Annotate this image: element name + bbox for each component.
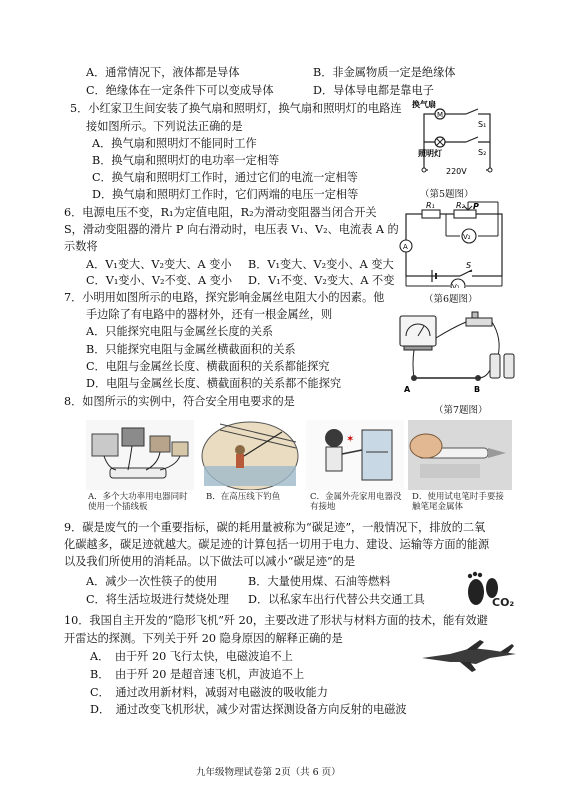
q7-option-a: A．只能探究电阻与金属丝长度的关系	[86, 325, 274, 338]
q10-option-d: D． 通过改变飞机形状，减少对雷达探测设备方向反射的电磁波	[90, 703, 407, 716]
q6-fig-r2-label: R₂	[456, 201, 465, 210]
q8-photo-d-caption: D．使用试电笔时手要接触笔尾金属体	[412, 492, 504, 512]
q4-option-b: B．非金属物质一定是绝缘体	[313, 66, 456, 79]
q6-fig-v2-label: V₂	[463, 233, 471, 241]
q6-option-d: D．V₁不变、V₂变大、A 不变	[248, 274, 395, 287]
appliance-no-ground-illustration	[306, 420, 404, 490]
q7-fig-b-label: B	[474, 385, 481, 394]
q6-stem-line1: 6．电源电压不变，R₁为定值电阻，R₂为滑动变阻器当闭合开关	[64, 206, 377, 219]
q5-fig-s1-label: S₁	[478, 120, 487, 129]
q7-stem-line2: 手边除了有电路中的器材外，还有一根金属丝，则	[86, 308, 333, 321]
q4-option-d: D．导体导电都是靠电子	[313, 84, 434, 97]
q6-fig-a-label: A	[403, 243, 408, 251]
q8-photo-c	[306, 420, 404, 518]
j20-jet-image	[420, 638, 520, 674]
q6-option-b: B．V₁变大、V₂变小、A 变大	[248, 258, 394, 271]
q5-option-c: C．换气扇和照明灯工作时，通过它们的电流一定相等	[92, 171, 358, 184]
q9-option-b: B．大量使用煤、石油等燃料	[248, 575, 391, 588]
q7-option-b: B．只能探究电阻与金属丝横截面积的关系	[86, 343, 296, 356]
q4-option-c: C．绝缘体在一定条件下可以变成导体	[86, 84, 274, 97]
q9-stem-line3: 以及我们所使用的消耗品。以下做法可以减小“碳足迹”的是	[64, 555, 356, 568]
q9-option-c: C．将生活垃圾进行焚烧处理	[86, 593, 229, 606]
page-footer: 九年级物理试卷第 2页（共 6 页）	[196, 767, 341, 778]
q9-option-a: A．减少一次性筷子的使用	[86, 575, 218, 588]
carbon-footprint-logo	[462, 570, 516, 610]
q9-stem-line1: 9．碳是废气的一个重要指标，碳的耗用量被称为“碳足迹”，一般情况下，排放的二氧	[64, 521, 486, 534]
q10-option-b: B． 由于歼 20 是超音速飞机，声波追不上	[90, 668, 305, 681]
q8-photo-b-caption: B．在高压线下钓鱼	[206, 492, 281, 502]
q7-option-c: C．电阻与金属丝长度、横截面积的关系都能探究	[86, 360, 330, 373]
q8-photo-c-caption: C．金属外壳家用电器没有接地	[310, 492, 402, 512]
q7-stem-line1: 7．小明用如图所示的电路，探究影响金属丝电阻大小的因素。他	[64, 291, 385, 304]
q8-photo-a-caption: A．多个大功率用电器同时使用一个插线板	[88, 492, 188, 512]
q7-fig-a-label: A	[404, 385, 411, 394]
q6-option-a: A．V₁变大、V₂变大、A 变小	[86, 258, 232, 271]
q9-option-d: D．以私家车出行代替公共交通工具	[248, 593, 425, 606]
q9-stem-line2: 化碳越多，碳足迹就越大。碳足迹的计算包括一切用于电力、建设、运输等方面的能源	[64, 538, 490, 551]
q5-stem-line2: 接如图所示。下列说法正确的是	[86, 120, 243, 133]
q5-option-b: B．换气扇和照明灯的电功率一定相等	[92, 154, 280, 167]
q7-apparatus-figure	[394, 308, 522, 398]
q4-option-a: A．通常情况下，液体都是导体	[86, 66, 240, 79]
q6-fig-p-label: P	[473, 202, 479, 211]
q6-fig-s-label: S	[466, 261, 472, 270]
q6-stem-line2: S，滑动变阻器的滑片 P 向右滑动时，电压表 V₁、V₂、电流表 A 的	[64, 223, 399, 236]
q5-option-d: D．换气扇和照明灯工作时，它们两端的电压一定相等	[92, 188, 359, 201]
q6-option-c: C．V₁变小、V₂不变、A 变小	[86, 274, 233, 287]
q6-stem-line3: 示数将	[64, 240, 98, 253]
co2-logo-text: CO₂	[492, 596, 515, 609]
q8-photo-a	[86, 420, 194, 518]
q8-stem: 8．如图所示的实例中，符合安全用电要求的是	[64, 395, 295, 408]
q6-fig-v1-label: V₁	[452, 283, 460, 288]
q5-figure-caption: （第5题图）	[420, 189, 474, 200]
q5-fig-lamp-label: 照明灯	[418, 149, 442, 158]
fishing-illustration	[200, 420, 300, 490]
q10-stem-line1: 10．我国自主开发的“隐形飞机”歼 20，主要改进了形状与材料方面的技术，能有效避	[64, 614, 488, 627]
q8-photo-d	[408, 420, 512, 518]
q5-fig-fan-label: 换气扇	[412, 100, 436, 109]
q6-figure-caption: （第6题图）	[424, 294, 478, 305]
q5-option-a: A．换气扇和照明灯不能同时工作	[92, 137, 257, 150]
svg-text:M: M	[437, 111, 444, 119]
q5-stem-line1: 5．小红家卫生间安装了换气扇和照明灯，换气扇和照明灯的电路连	[70, 102, 402, 115]
q10-option-a: A． 由于歼 20 飞行太快，电磁波追不上	[90, 650, 293, 663]
q10-option-c: C． 通过改用新材料，减弱对电磁波的吸收能力	[90, 686, 328, 699]
q5-fig-s2-label: S₂	[478, 148, 487, 157]
q7-figure-caption: （第7题图）	[434, 405, 488, 416]
q5-circuit-figure	[408, 98, 508, 186]
q6-circuit-figure	[398, 200, 510, 288]
q10-stem-line2: 开雷达的探测。下列关于歼 20 隐身原因的解释正确的是	[64, 632, 343, 645]
q8-photo-b	[200, 420, 300, 518]
svg-text:✶: ✶	[346, 434, 355, 445]
power-strip-illustration	[86, 420, 194, 490]
q5-fig-voltage-label: 220V	[446, 167, 467, 176]
test-pen-illustration	[408, 420, 512, 490]
q6-fig-r1-label: R₁	[426, 201, 435, 210]
q7-option-d: D．电阻与金属丝长度、横截面积的关系都不能探究	[86, 377, 342, 390]
